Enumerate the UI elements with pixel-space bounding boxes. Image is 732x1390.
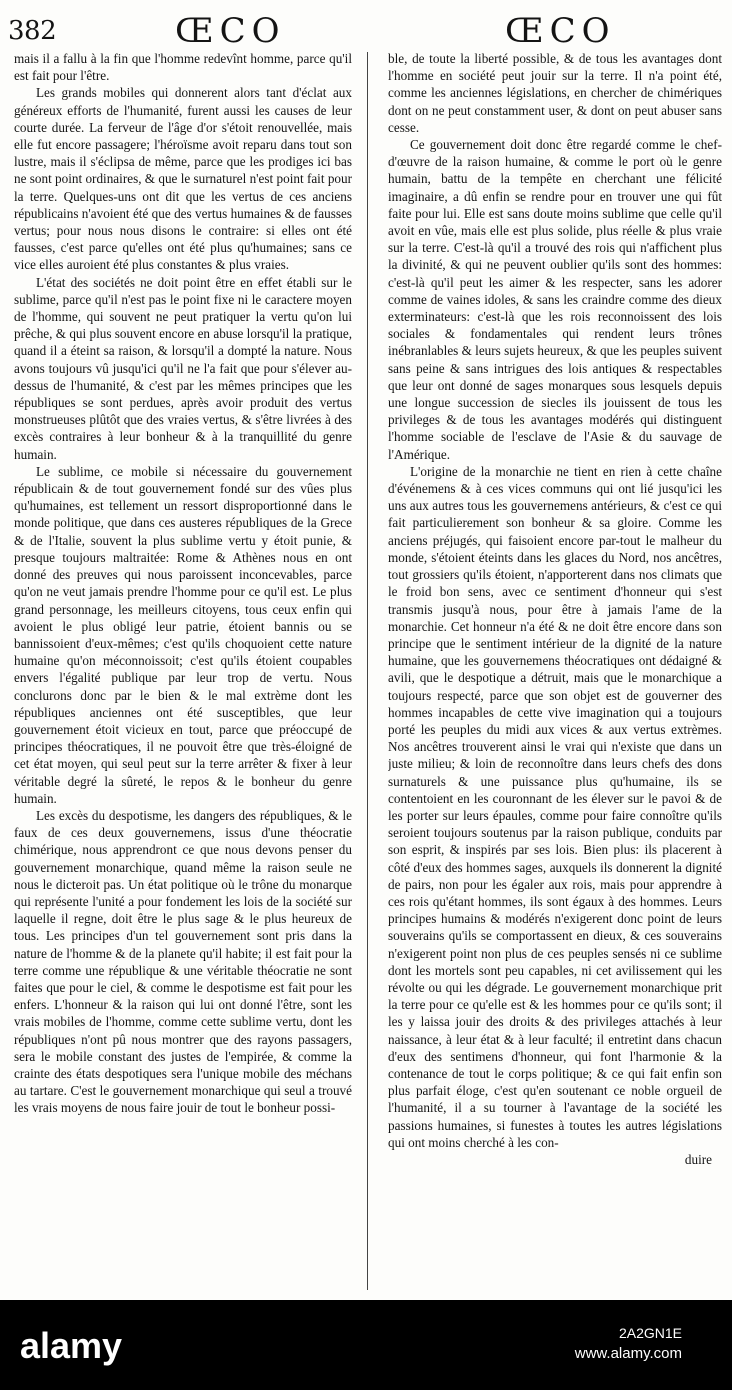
running-head-left: ŒCO bbox=[175, 11, 286, 51]
running-head-right: ŒCO bbox=[505, 11, 616, 51]
paragraph: Les excès du despotisme, les dangers des républiques, & le faux de ces deux gouvernemens, issus d'une théocratie chimérique, nous apprendront ce que nous devons penser du gouvernement monarchique, quand même la raison seule ne nous le dicteroit pas. Un état politique où le trône du monarque qui représente l'unité a pour fondement les lois de la société sur laquelle il regne, doit être le plus sage & le plus heureux de tous. Les principes d'un tel gouvernement sont pris dans la nature de l'homme & de la planete qu'il habite; il est fait pour la terre comme une république & une véritable théocratie ne sont faites que pour le ciel, & comme le despotisme est fait pour les enfers. L'honneur & la raison qui lui ont donné l'être, sont les vrais mobiles de l'homme, comme cette sublime vertu, dont les républiques n'ont pû nous montrer que des rayons passagers, sera le mobile constant des justes de l'empirée, & comme la crainte des états despotiques sera l'unique mobile des méchans au tartare. C'est le gouvernement monarchique qui seul a trouvé les vrais moyens de nous faire jouir de tout le bonheur possi- bbox=[14, 807, 352, 1116]
paragraph: L'origine de la monarchie ne tient en rien à cette chaîne d'événemens & à ces vices communs qui ont lié jusqu'ici les uns aux autres tous les gouvernemens antérieurs, & c'est ce qui fait particulierement son bonheur & sa gloire. Comme les anciens préjugés, qui faisoient encore par-tout le malheur du monde, s'étoient éteints dans les glaces du Nord, nos ancêtres, tout grossiers qu'ils étoient, n'apporterent dans nos climats que le froid bon sens, avec ce sentiment d'honneur qui s'est transmis jusqu'à nous, pour être à jamais l'ame de la monarchie. Cet honneur n'a été & ne doit être encore dans son principe que le sentiment intérieur de la dignité de la nature humaine, que les gouvernemens théocratiques ont dédaigné & avili, que le despotique a détruit, mais que le monarchique a toujours respecté, parce que son objet est de gouverner des hommes incapables de cette vive imagination qui a toujours porté les peuples du midi aux vices & aux vertus extrèmes. Nos ancêtres trouverent ainsi le vrai qui n'existe que dans un juste milieu; & loin de reconnoître dans leurs chefs des dons surnaturels & une puissance plus qu'humaine, ils se contentoient en les couronnant de les élever sur le pavoi & de les porter sur leurs épaules, comme pour faire connoître qu'ils seroient toujours soutenus par la raison publique, conduits par son esprit, & inspirés par ses lois. Bien plus: ils placerent à côté d'eux des hommes sages, auxquels ils donnerent la dignité de pairs, non pour les égaler aux rois, mais pour apprendre à ces rois qu'étant hommes, ils sont égaux à des hommes. Leurs principes humains & modérés n'exigerent donc point de leurs souverains qu'ils se comportassent en dieux, & ces souverains n'exigerent point non plus de ces peuples sensés ni ce sublime dont les mortels sont peu capables, ni cet avilissement qui les révolte ou qui les dégrade. Le gouvernement monarchique prit la terre pour ce qu'elle est & les hommes pour ce qu'ils sont; il les y laissa jouir des droits & des privileges attachés à leur naissance, à leur état & à leur faculté; il entretint dans chacun d'eux des sentimens d'honneur, qui font l'harmonie & la contenance de tout le corps politique; & ce qui fait enfin son plus parfait éloge, c'est qu'en soutenant ce noble orgueil de l'humanité, il a su tourner à l'avantage de la société les passions humaines, si funestes à toutes les autres législations qui ont moins cherché à les con- bbox=[388, 463, 722, 1150]
left-text-column bbox=[14, 50, 352, 1290]
paragraph: Les grands mobiles qui donnerent alors tant d'éclat aux généreux efforts de l'humanité, furent aussi les causes de leur courte durée. La ferveur de l'âge d'or s'étoit renouvellée, mais elle fut encore passagere; l'héroïsme avoit reparu dans tout son lustre, mais il s'éclipsa de même, parce que les prodiges ici bas ne sont point ordinaires, & que le surnaturel n'est point fait pour la terre. Quelques-uns ont dit que les vertus de ces anciens républicains n'avoient été que des vertus humaines & de fausses vertus; pour nous nous disons le contraire: si elles ont été fausses, c'est parce qu'elles ont été plus qu'humaines; sans ce vice elles auroient été plus constantes & plus vraies. bbox=[14, 85, 352, 273]
right-text-column bbox=[388, 50, 722, 1290]
column-divider bbox=[367, 52, 368, 1290]
paragraph: ble, de toute la liberté possible, & de tous les avantages dont l'homme en société peut jouir sur la terre. Il n'a point été, comme les anciennes législations, en chercher de chimériques dont on ne peut constamment user, & dont on peut abuser sans cesse. bbox=[388, 51, 722, 135]
watermark-url: www.alamy.com bbox=[574, 1345, 682, 1362]
paragraph: Le sublime, ce mobile si nécessaire du gouvernement républicain & de tout gouvernement fondé sur des vûes plus qu'humaines, est tellement un ressort disproportionné dans le monde politique, que dans ces austeres républiques de la Grece & de l'Italie, souvent la plus sublime vertu y étoit punie, & presque toujours maltraitée: Rome & Athènes nous en ont donné des preuves qui nous paroissent inconcevables, parce qu'on ne veut jamais prendre l'homme pour ce qu'il est. Le plus grand personnage, les meilleurs citoyens, tous ceux enfin qui avoient le plus obligé leur patrie, étoient bannis ou se bannissoient d'eux-mêmes; c'est qu'ils choquoient cette nature humaine qu'on méconnoissoit; c'est qu'ils étoient coupables envers l'égalité publique par leur trop de vertu. Nous conclurons donc par le bien & le mal extrème dont les républiques anciennes ont été susceptibles, que leur gouvernement étoit vicieux en tout, parce que préoccupé de principes théocratiques, il ne pouvoit être que très-éloigné de cet état moyen, qui seul peut sur la terre arrêter & fixer à leur véritable degré la sûreté, le repos & le bonheur du genre humain. bbox=[14, 463, 352, 806]
watermark-image-id: 2A2GN1E bbox=[618, 1325, 682, 1341]
paragraph: Ce gouvernement doit donc être regardé comme le chef-d'œuvre de la raison humaine, & comme le port où le genre humain, battu de la tempête en cherchant une félicité imaginaire, a dû enfin se rendre pour en trouver une qui fût faite pour lui. Elle est sans doute moins sublime que celle qu'il avoit en vûe, mais elle est plus solide, plus réelle & plus vraie sur la terre. C'est-là qu'il a trouvé des rois qui n'affichent plus la divinité, & qui ne peuvent oublier qu'ils sont des hommes: c'est-là qu'il peut les aimer & les respecter, sans les adorer comme de vaines idoles, & sans les craindre comme des dieux exterminateurs: c'est-là que les rois reconnoissent des lois sociales & fondamentales qui rendent leurs trônes inébranlables & leurs sujets heureux, & que les peuples suivent sans peine & sans intrigues des lois antiques & respectables que leur ont donné de sages monarques sous lesquels depuis une longue succession de siecles ils jouissent de tous les privileges & de tous les avantages modérés qui distinguent l'homme sociable de l'esclave de l'Asie & du sauvage de l'Amérique. bbox=[388, 137, 722, 462]
page-number: 382 bbox=[8, 16, 57, 46]
watermark-brand: alamy bbox=[20, 1325, 123, 1366]
paragraph: L'état des sociétés ne doit point être en effet établi sur le sublime, parce qu'il n'est pas le point fixe ni le caractere moyen de l'homme, qui souvent ne peut pratiquer la vertu qu'on lui prêche, & qui plus souvent encore en abuse lorsqu'il la pratique, quand il a éteint sa raison, & lorsqu'il a dompté la nature. Nous avons toujours vû jusqu'ici qu'il ne l'a fait que pour s'élever au-dessus de l'humanité, & c'est par les mêmes principes que les républiques se sont perdues, après avoir produit des vertus monstrueuses plûtôt que des vraies vertus, & s'être livrées à des excès contraires à leur bonheur & à la tranquillité du genre humain. bbox=[14, 274, 352, 462]
paragraph: mais il a fallu à la fin que l'homme redevînt homme, parce qu'il est fait pour l'être. bbox=[14, 51, 352, 84]
catchword: duire bbox=[684, 1152, 712, 1167]
